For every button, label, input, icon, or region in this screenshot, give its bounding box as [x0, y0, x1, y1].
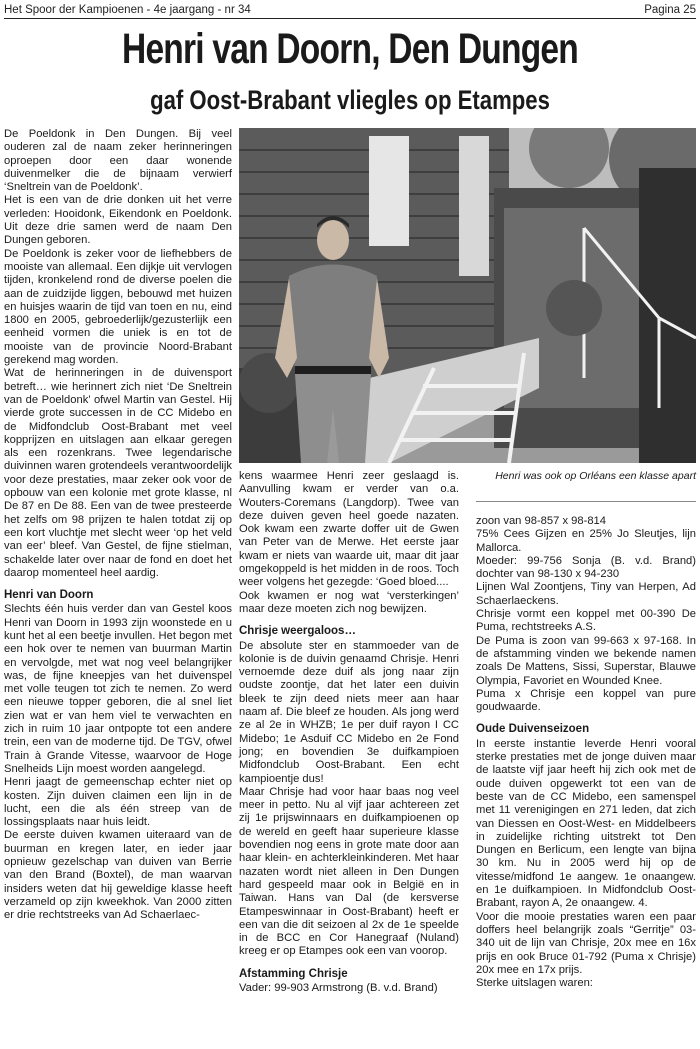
- paragraph: De absolute ster en stammoeder van de kolonie is de duivin genaamd Chrisje. Henri vernoemde deze duif als jong naar zijn oudste zoontje, dat het later een duivin bleek te zijn deed niets meer aan haar naam af. Die bleef ze houden. Als jong werd ze al 2e in WHZB; 1e per duif rayon I CC Midebo; 1e Asduif CC Midebo en 2e Fond jong; en bovendien 3e duifkampioen Midfondclub Oost-Brabant. Een echt kampioentje dus!: [239, 639, 459, 785]
- running-title: Het Spoor der Kampioenen - 4e jaargang - nr 34: [4, 4, 251, 16]
- paragraph: kens waarmee Henri zeer geslaagd is. Aanvulling kwam er verder van o.a. Wouters-Coremans (Langdorp). Twee van deze duiven geven heel goede nazaten. Ook kwam een zwarte doffer uit de Gwen van Peter van de Merwe. Het eerste jaar kwam er niets van waarde uit, maar dit jaar omgekoppeld is het midden in de roos. Toch weer volgens het gezegde: ‘Goed bloed....: [239, 470, 459, 589]
- page-number: Pagina 25: [644, 4, 696, 16]
- section-heading-oude-duiven: Oude Duivenseizoen: [476, 723, 590, 736]
- running-header: [4, 2, 696, 19]
- paragraph: De eerste duiven kwamen uiteraard van de buurman en kregen later, en ieder jaar opnieuw gezelschap van duiven van Berrie van den Brand (Boxtel), de man waarvan insiders weten dat hij geweldige klasse heeft verzameld op zijn kweekhok. Van 2000 zitten er drie rechtstreeks van Ad Schaerlaec-: [4, 829, 232, 922]
- paragraph: De Poeldonk is zeker voor de liefhebbers de mooiste van allemaal. Een dijkje uit vervlogen tijden, kronkelend rond de diverse poelen die aan de zuidzijde liggen, bebouwd met huizen en huisjes waarin de tijd van toen en nu, eind 1800 en 2005, gebroederlijk/gezusterlijk een eenheid vormen die uniek is en tot de mooiste van de provincie Noord-Brabant gerekend mag worden.: [4, 247, 232, 367]
- column-2: [239, 470, 459, 995]
- paragraph: Slechts één huis verder dan van Gestel koos Henri van Doorn in 1993 zijn woonstede en u kunt het al een beetje invullen. Het begon met een hok over te nemen van buurman Martin en vervolgde, met wat nog veel belangrijker was, de fijne kneepjes van het duivenspel met volle teugen tot zich te nemen. Zo werd een nieuwe topper geboren, die al snel liet zien wat er van hem viel te verwachten en zich in ruim 10 jaar ontpopte tot een andere trein, een van de moderne tijd. De TGV, ofwel Train à Grande Vitesse, waarvoor de Hoge Snelheids Lijn moest worden aangelegd.: [4, 603, 232, 775]
- section-heading-chrisje: Chrisje weergaloos…: [239, 625, 356, 638]
- column-3: [476, 515, 696, 990]
- column-1: [4, 128, 232, 923]
- article-photo: [239, 128, 696, 463]
- photo-caption: Henri was ook op Orléans een klasse apart: [495, 470, 696, 482]
- article-subheadline: gaf Oost-Brabant vliegles op Etampes: [150, 85, 550, 115]
- paragraph: Lijnen Wal Zoontjens, Tiny van Herpen, Ad Schaerlaeckens.: [476, 581, 696, 607]
- article-headline: Henri van Doorn, Den Dungen: [121, 25, 578, 73]
- paragraph: Het is een van de drie donken uit het verre verleden: Hooidonk, Eikendonk en Poeldonk. Uit deze drie samen werd de naam Den Dungen geboren.: [4, 194, 232, 247]
- paragraph: Moeder: 99-756 Sonja (B. v.d. Brand) dochter van 98-130 x 94-230: [476, 554, 696, 581]
- paragraph: Vader: 99-903 Armstrong (B. v.d. Brand): [239, 981, 438, 994]
- photo-illustration: [239, 128, 696, 463]
- section-heading-afstamming: Afstamming Chrisje: [239, 967, 348, 980]
- paragraph: Sterke uitslagen waren:: [476, 977, 593, 990]
- paragraph: De Poeldonk in Den Dungen. Bij veel ouderen zal de naam zeker herinneringen oproepen door een daar wonende duivenmelker die de bijnaam verwierf ‘Sneltrein van de Poeldonk’.: [4, 128, 232, 194]
- paragraph: Maar Chrisje had voor haar baas nog veel meer in petto. Nu al vijf jaar achtereen zet zij 1e prijswinnaars en duifkampioenen op de wereld en geeft haar superieure klasse bovendien nog eens in grote mate door aan haar klein- en achterkleinkinderen. Met haar nazaten wordt niet alleen in Den Dungen hard gespeeld maar ook in België en in Taiwan. Hans van Dal (de kersverse Etampeswinnaar in Oost-Brabant) heeft er een van die dit seizoen al 2x de 1e speelde in de BCC en Cor Hanegraaf (Nuland) kreeg er op Etampes ook een van voorop.: [239, 785, 459, 958]
- paragraph: In eerste instantie leverde Henri vooral sterke prestaties met de jonge duiven maar de laatste vijf jaar heeft hij zich ook met de oude duiven opgewerkt tot een van de beste van de CC Midebo, een samenspel met 11 verenigingen en 271 leden, dat zich van Diessen en Oost-West- en Middelbeers in zuidelijke richting uitstrekt tot Den Dungen en Berlicum, een lengte van bijna 30 km. Nu in 2005 werd hij op de vitesse/midfond 1e aangew. 1e onaangew. en 1e duifkampioen. In Midfondclub Oost-Brabant, rayon A, 2e onaangew. 4.: [476, 737, 696, 910]
- paragraph: Voor die mooie prestaties waren een paar doffers heel belangrijk zoals “Gerritje” 03-340 uit de lijn van Chrisje, 20x mee en 16x prijs en ook Bruce 01-792 (Puma x Chrisje) 20x mee en 17x prijs.: [476, 910, 696, 976]
- paragraph: 75% Cees Gijzen en 25% Jo Sleutjes, lijn Mallorca.: [476, 528, 696, 554]
- paragraph: Puma x Chrisje een koppel van pure goudwaarde.: [476, 687, 696, 714]
- paragraph: Chrisje vormt een koppel met 00-390 De Puma, rechtstreeks A.S.: [476, 608, 696, 634]
- paragraph: Henri jaagt de gemeenschap echter niet op kosten. Zijn duiven claimen een lijn in de lucht, een die als één streep van de lossingsplaats naar huis leidt.: [4, 776, 232, 829]
- paragraph: Wat de herinneringen in de duivensport betreft… wie herinnert zich niet ‘De Sneltrein van de Poeldonk’ ofwel Martin van Gestel. Hij vierde grote successen in de CC Midebo en de Midfondclub Oost-Brabant met veel kopprijzen en uitslagen aan elkaar geregen als een rozenkrans. Twee legendarische duivinnen waren grotendeels verantwoordelijk voor deze prestaties, maar zeker ook voor de opbouw van een kolonie met grote klasse, nl De 87 en De 88. Een van de twee presteerde het zelfs om 98 prijzen te halen totdat zij op een kort vluchtje met slecht weer ‘op het veld van eer’ bleef. Van Gestel, de fijne stielman, schakelde later over naar de fond en doet het daarop momenteel heel aardig.: [4, 367, 232, 579]
- divider: [476, 501, 696, 502]
- paragraph: Ook kwamen er nog wat ‘versterkingen’ maar deze moeten zich nog bewijzen.: [239, 589, 459, 615]
- paragraph: De Puma is zoon van 99-663 x 97-168. In de afstamming vinden we bekende namen zoals De Mattens, Sissi, Superstar, Blauwe Olympia, Favoriet en Wounded Knee.: [476, 634, 696, 687]
- section-heading-henri: Henri van Doorn: [4, 589, 94, 602]
- paragraph: zoon van 98-857 x 98-814: [476, 515, 606, 527]
